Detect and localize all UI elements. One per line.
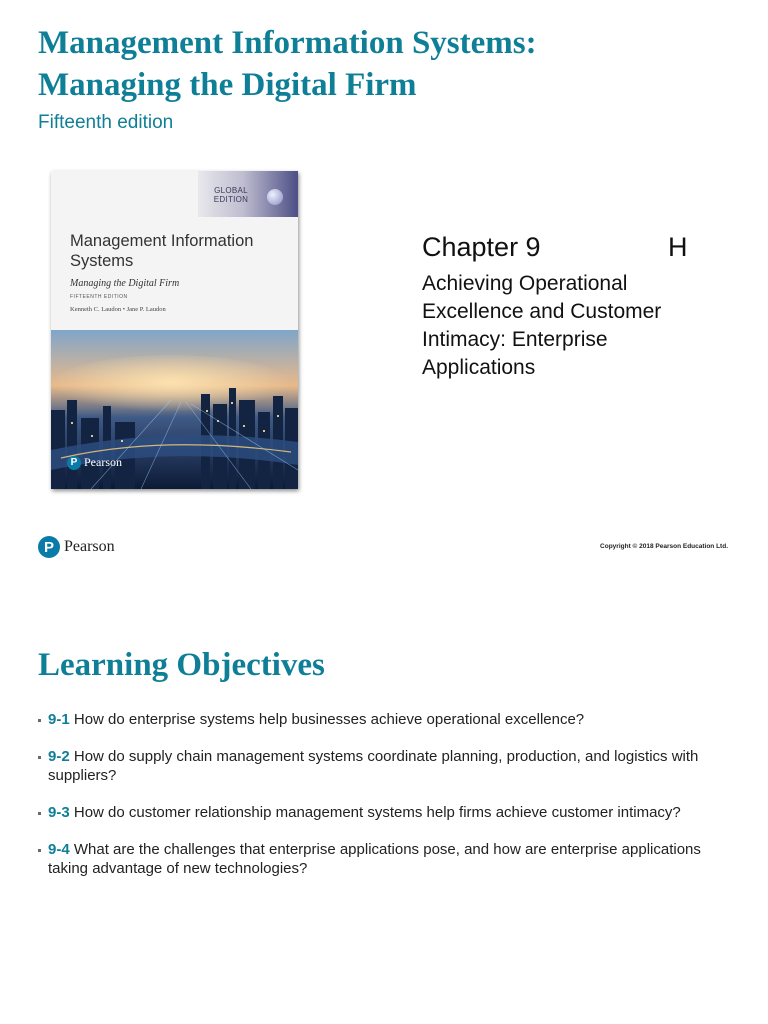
objective-text: What are the challenges that enterprise applications pose, and how are enterprise applications taking advantage of new technologies? [48, 841, 701, 877]
footer-logo-text: Pearson [64, 538, 115, 555]
chapter-subtitle-line-4: Applications [422, 356, 536, 379]
chapter-subtitle [422, 270, 722, 382]
objective-text: How do customer relationship management systems help firms achieve customer intimacy? [69, 804, 681, 821]
learning-objectives-slide [0, 622, 768, 1024]
objective-number: 9-2 [48, 748, 70, 765]
objective-item-9-1 [38, 710, 738, 729]
objectives-list [38, 710, 738, 896]
objective-item-9-2 [38, 747, 738, 785]
main-title-line-2: Managing the Digital Firm [38, 67, 417, 103]
objective-number: 9-4 [48, 841, 70, 858]
objective-number: 9-3 [48, 804, 70, 821]
footer-pearson-logo [38, 536, 115, 558]
cover-publisher: Pearson [84, 455, 122, 469]
learning-objectives-title: Learning Objectives [38, 647, 325, 683]
chapter-label: Chapter 9 [422, 232, 541, 262]
main-title [38, 22, 537, 106]
chapter-letter: H [668, 232, 688, 262]
pearson-logo-icon: P [38, 536, 60, 558]
cover-title-line-1: Management Information [70, 232, 254, 250]
chapter-subtitle-line-3: Intimacy: Enterprise [422, 328, 608, 351]
globe-icon [267, 189, 283, 205]
cover-edition: FIFTEENTH EDITION [70, 294, 128, 300]
objective-number: 9-1 [48, 711, 70, 728]
cover-subtitle: Managing the Digital Firm [70, 278, 180, 289]
objective-text: How do enterprise systems help businesses achieve operational excellence? [69, 711, 585, 728]
global-edition-text [201, 186, 261, 204]
badge-line-2: EDITION [213, 195, 249, 204]
chapter-subtitle-line-1: Achieving Operational [422, 272, 628, 295]
badge-line-1: GLOBAL [214, 186, 248, 195]
cover-title-line-2: Systems [70, 252, 134, 270]
book-cover [51, 171, 298, 489]
edition-label: Fifteenth edition [38, 112, 174, 133]
cover-title [70, 231, 253, 271]
cover-authors: Kenneth C. Laudon • Jane P. Laudon [70, 306, 166, 313]
objective-item-9-4 [38, 840, 738, 878]
cover-pearson-logo [67, 455, 122, 470]
pearson-p-icon: P [67, 456, 81, 470]
objective-text: How do supply chain management systems coordinate planning, production, and logistics with suppliers? [48, 748, 699, 784]
chapter-subtitle-line-2: Excellence and Customer [422, 300, 662, 323]
copyright-text: Copyright © 2018 Pearson Education Ltd. [600, 543, 728, 550]
objective-item-9-3 [38, 803, 738, 822]
main-title-line-1: Management Information Systems: [38, 25, 537, 61]
